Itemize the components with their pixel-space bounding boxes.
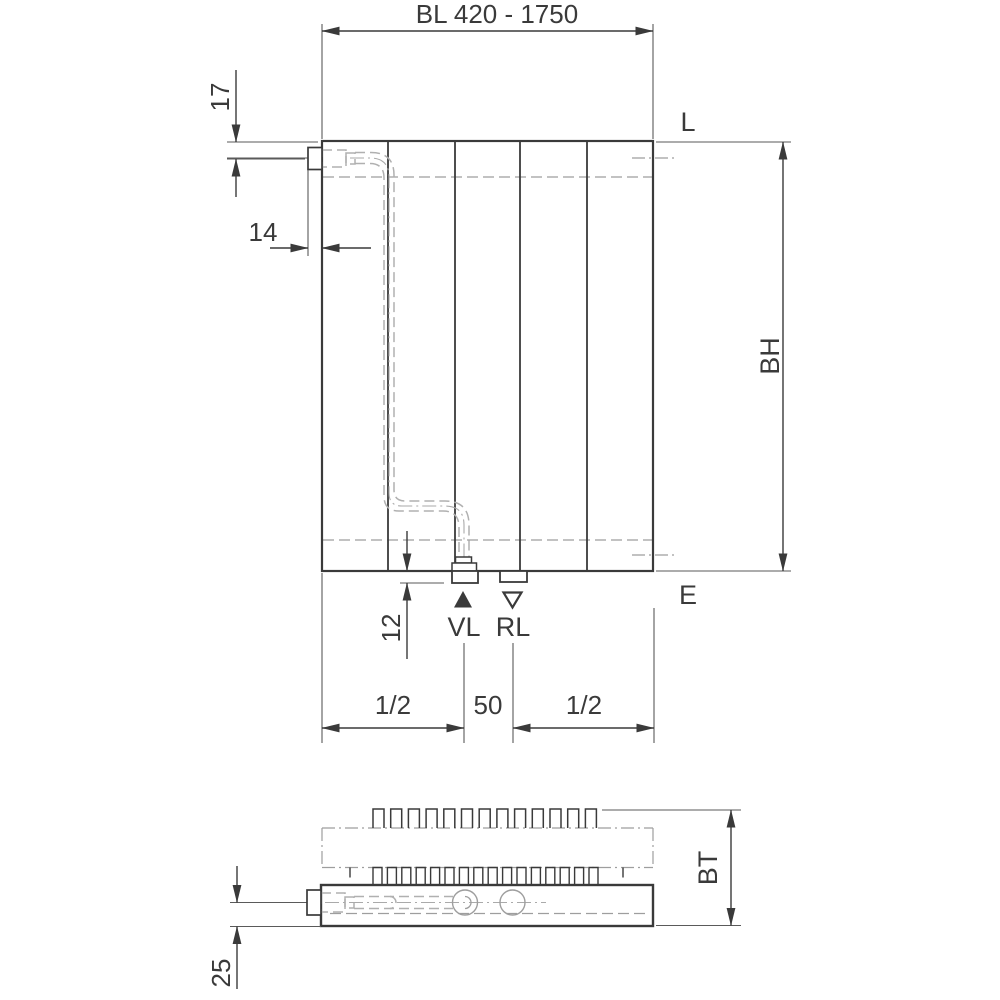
phantom-outline [322,828,653,868]
bottom-right-label: E [678,580,698,610]
dimension-half-left-text: 1/2 [374,690,412,720]
return-stub [500,571,527,582]
supply-stub [452,571,478,583]
dimension-12-text: 12 [376,613,406,643]
top-valve-block [308,148,322,170]
supply-label: VL [447,612,481,642]
section-valve-block [307,890,321,915]
dimension-chain-bottom [322,573,654,743]
fin-row-outer [373,809,596,828]
dimension-17-text: 17 [205,82,235,112]
dimension-50-text: 50 [473,690,503,720]
dimension-half-right-text: 1/2 [565,690,603,720]
section-view [230,809,653,926]
top-right-label: L [680,107,696,137]
hidden-fitting-body [322,150,346,167]
dimension-14 [249,170,371,256]
section-body-profile [321,885,653,926]
dimension-14-text: 14 [248,217,278,247]
internal-pipe-hidden [322,150,469,560]
dimension-12 [376,531,444,659]
return-label: RL [495,612,531,642]
return-flow-down-icon [504,593,522,608]
supply-fitting [452,557,478,583]
supply-flow-up-icon [454,591,472,608]
dimension-bh [656,142,791,571]
dimension-bl [322,0,653,139]
dimension-bl-text: BL 420 - 1750 [415,0,579,29]
dimension-bt-text: BT [693,850,723,886]
front-view [227,107,697,642]
fin-row-inner [373,868,598,886]
dimension-17 [205,70,318,197]
radiator-body-outline [322,141,653,571]
dimension-25-text: 25 [206,958,236,988]
dimension-25 [206,866,321,989]
dimension-bh-text: BH [755,337,785,375]
